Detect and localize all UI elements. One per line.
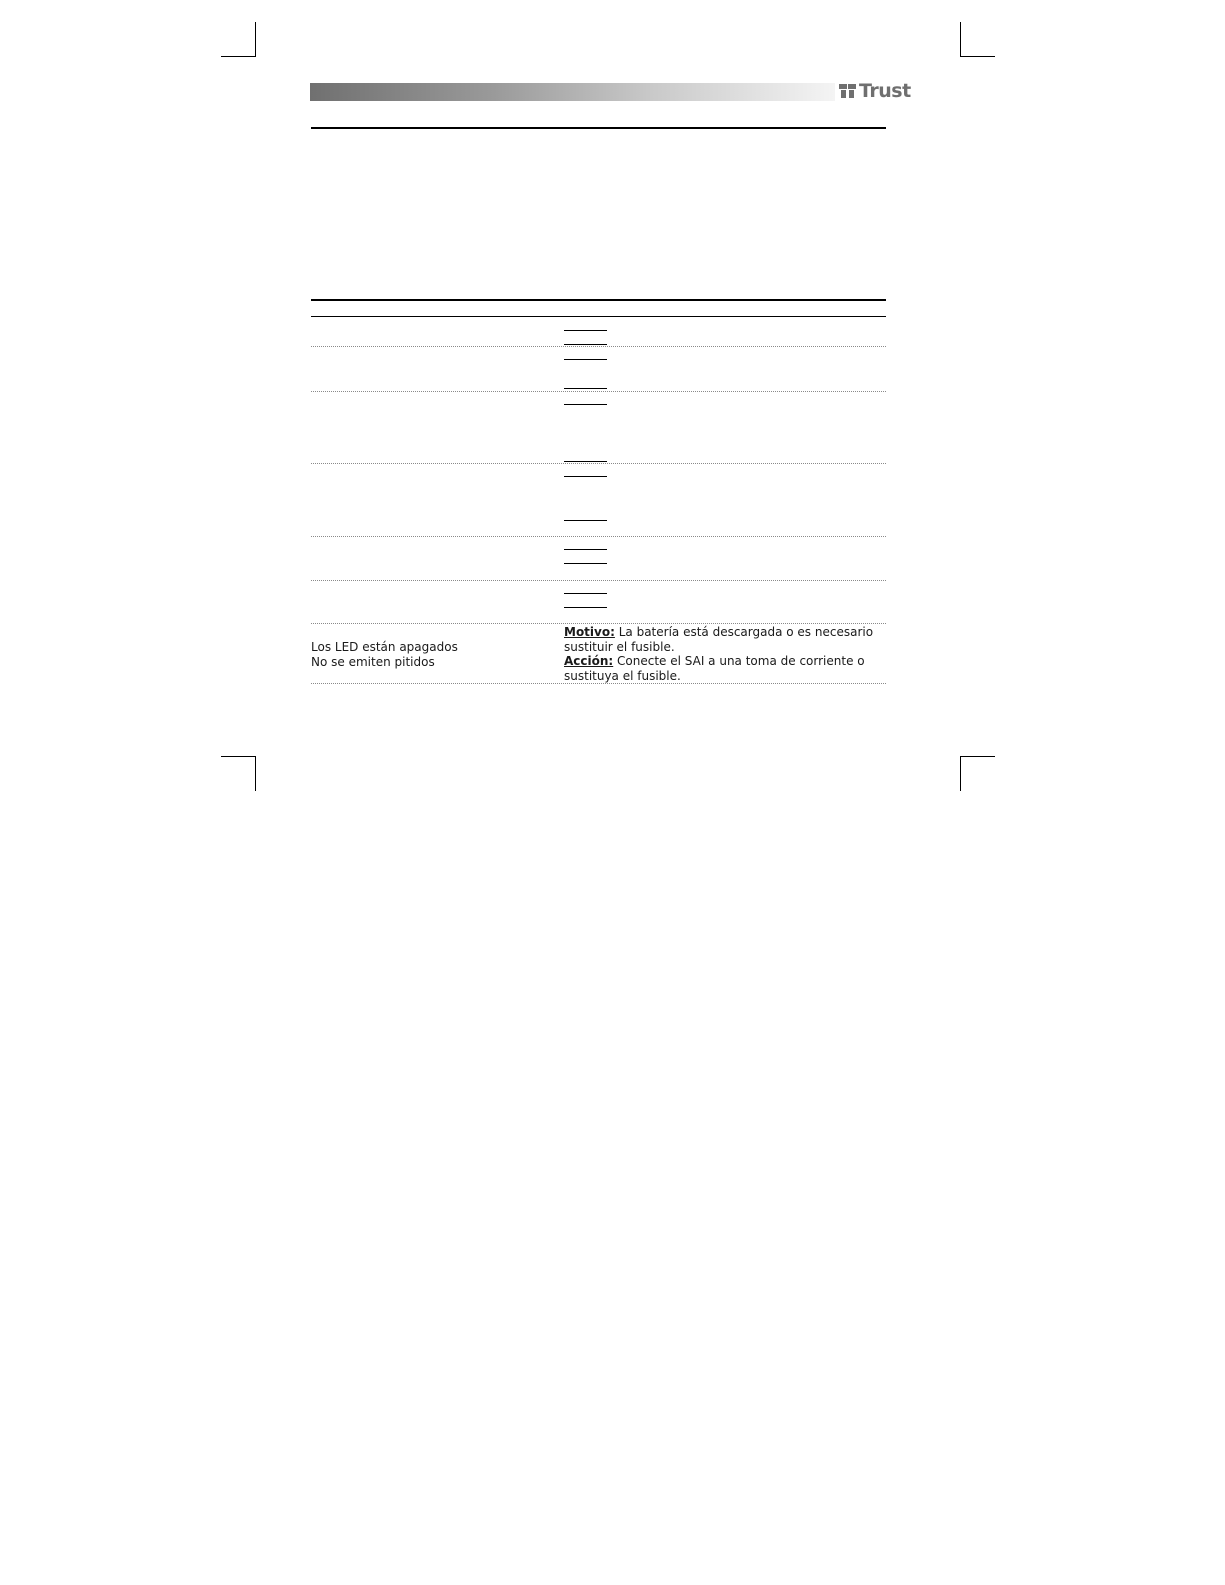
label-underline: [564, 461, 607, 462]
crop-mark-top-left-h: [221, 56, 256, 57]
action-text: Conecte el SAI a una toma de corriente o sustituya el fusible.: [564, 654, 865, 683]
crop-mark-bottom-right-v: [960, 756, 961, 791]
table-header-rule: [311, 316, 886, 317]
label-underline: [564, 593, 607, 594]
problem-line: Los LED están apagados: [311, 640, 458, 654]
label-underline: [564, 388, 607, 389]
row-separator: [311, 683, 886, 684]
row-separator: [311, 623, 886, 624]
label-underline: [564, 330, 607, 331]
label-underline: [564, 607, 607, 608]
row-separator: [311, 536, 886, 537]
crop-mark-top-right-h: [960, 56, 995, 57]
label-underline: [564, 520, 607, 521]
problem-line: No se emiten pitidos: [311, 654, 435, 669]
row-separator: [311, 346, 886, 347]
solution-cell: [564, 625, 886, 683]
reason-label: Motivo:: [564, 625, 615, 639]
row-separator: [311, 580, 886, 581]
crop-mark-bottom-left-h: [221, 756, 256, 757]
action-paragraph: [564, 654, 886, 683]
crop-mark-bottom-right-h: [960, 756, 995, 757]
label-underline: [564, 549, 607, 550]
header-gradient-banner: [310, 83, 835, 101]
row-separator: [311, 463, 886, 464]
label-underline: [564, 359, 607, 360]
table-top-rule: [311, 299, 886, 301]
label-underline: [564, 404, 607, 405]
brand-logo: [839, 78, 911, 104]
trust-mark-icon: [839, 83, 857, 99]
reason-text: La batería está descargada o es necesario sustituir el fusible.: [564, 625, 874, 654]
row-separator: [311, 391, 886, 392]
label-underline: [564, 476, 607, 477]
crop-mark-top-left-v: [255, 22, 256, 57]
label-underline: [564, 563, 607, 564]
label-underline: [564, 344, 607, 345]
crop-mark-bottom-left-v: [255, 756, 256, 791]
crop-mark-top-right-v: [960, 22, 961, 57]
problem-cell: [311, 640, 556, 669]
brand-logo-text: Trust: [859, 80, 911, 102]
reason-paragraph: [564, 625, 886, 654]
section-rule-top: [311, 127, 886, 129]
action-label: Acción:: [564, 654, 614, 668]
